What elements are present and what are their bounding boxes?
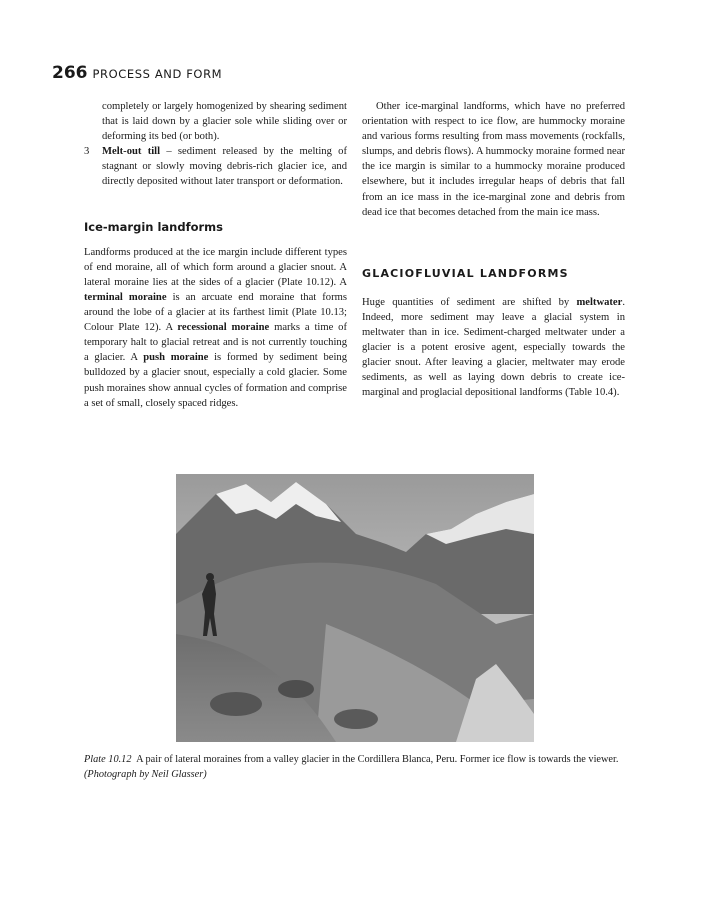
page-number: 266 [52,63,88,83]
plate-label: Plate 10.12 [84,754,132,765]
running-title: PROCESS AND FORM [92,67,223,81]
term-terminal-moraine: terminal moraine [84,291,167,303]
boulder [278,680,314,698]
subheading-ice-margin-landforms: Ice-margin landforms [84,219,223,234]
term-meltwater: meltwater [576,296,623,308]
ice-marginal-paragraph: Other ice-marginal landforms, which have no preferred orientation with respect to ice flow, are hummocky moraine and various forms resulting from mass movements (rockfalls, slumps, and debris flows). A hummocky moraine formed near the ice margin is similar to a hummocky moraine produced elsewhere, but it includes irregular heaps of debris that fall from an ice mass in the ice-marginal zone and debris from dead ice that becomes detached from the main ice mass. [362,101,625,218]
plate-caption [84,752,624,782]
list-item-continuation: completely or largely homogenized by shearing sediment that is laid down by a glacier sole while sliding over or deforming its bed (or both). [102,101,347,143]
caption-text: A pair of lateral moraines from a valley glacier in the Cordillera Blanca, Peru. Former ice flow is towards the viewer. [136,754,619,765]
term-recessional-moraine: recessional moraine [177,322,270,334]
ice-margin-paragraph: Landforms produced at the ice margin include different types of end moraine, all of which form around a glacier snout. A lateral moraine lies at the sides of a glacier (Plate 10.12). A terminal moraine is an arcuate end moraine that forms around the lobe of a glacier at its farthest limit (Plate 10.13; Colour Plate 12). A recessional moraine marks a time of temporary halt to glacial retreat and is not currently touching a glacier. A push moraine is formed by sediment being bulldozed by a glacier snout, especially a cold glacier. Some push moraines show annual cycles of formation and comprise a set of small, closely spaced ridges. [84,246,347,409]
hiker-head [206,573,214,581]
list-item-3: 3 Melt-out till – sediment released by the melting of stagnant or slowly moving debris-rich glacier ice, and directly deposited without later transport or deformation. [84,144,347,189]
right-column [362,99,625,401]
glaciofluvial-paragraph: Huge quantities of sediment are shifted by meltwater. Indeed, more sediment may leave a glacial system in meltwater than in ice. Sediment-charged meltwater under a glacier is a potent erosive agent, especially towards the glacier snout. After leaving a glacier, meltwater may erode sediments, as well as laying down debris to create ice-marginal and proglacial depositional landforms (Table 10.4). [362,296,625,399]
photo-credit: (Photograph by Neil Glasser) [84,769,207,780]
running-header [52,63,222,83]
left-column [84,99,347,411]
boulder [210,692,262,716]
boulder [334,709,378,729]
term-push-moraine: push moraine [143,352,209,364]
plate-photograph [176,474,534,742]
section-heading-glaciofluvial: GLACIOFLUVIAL LANDFORMS [362,266,569,280]
term-melt-out-till: Melt-out till [102,146,161,158]
list-number: 3 [84,146,90,158]
